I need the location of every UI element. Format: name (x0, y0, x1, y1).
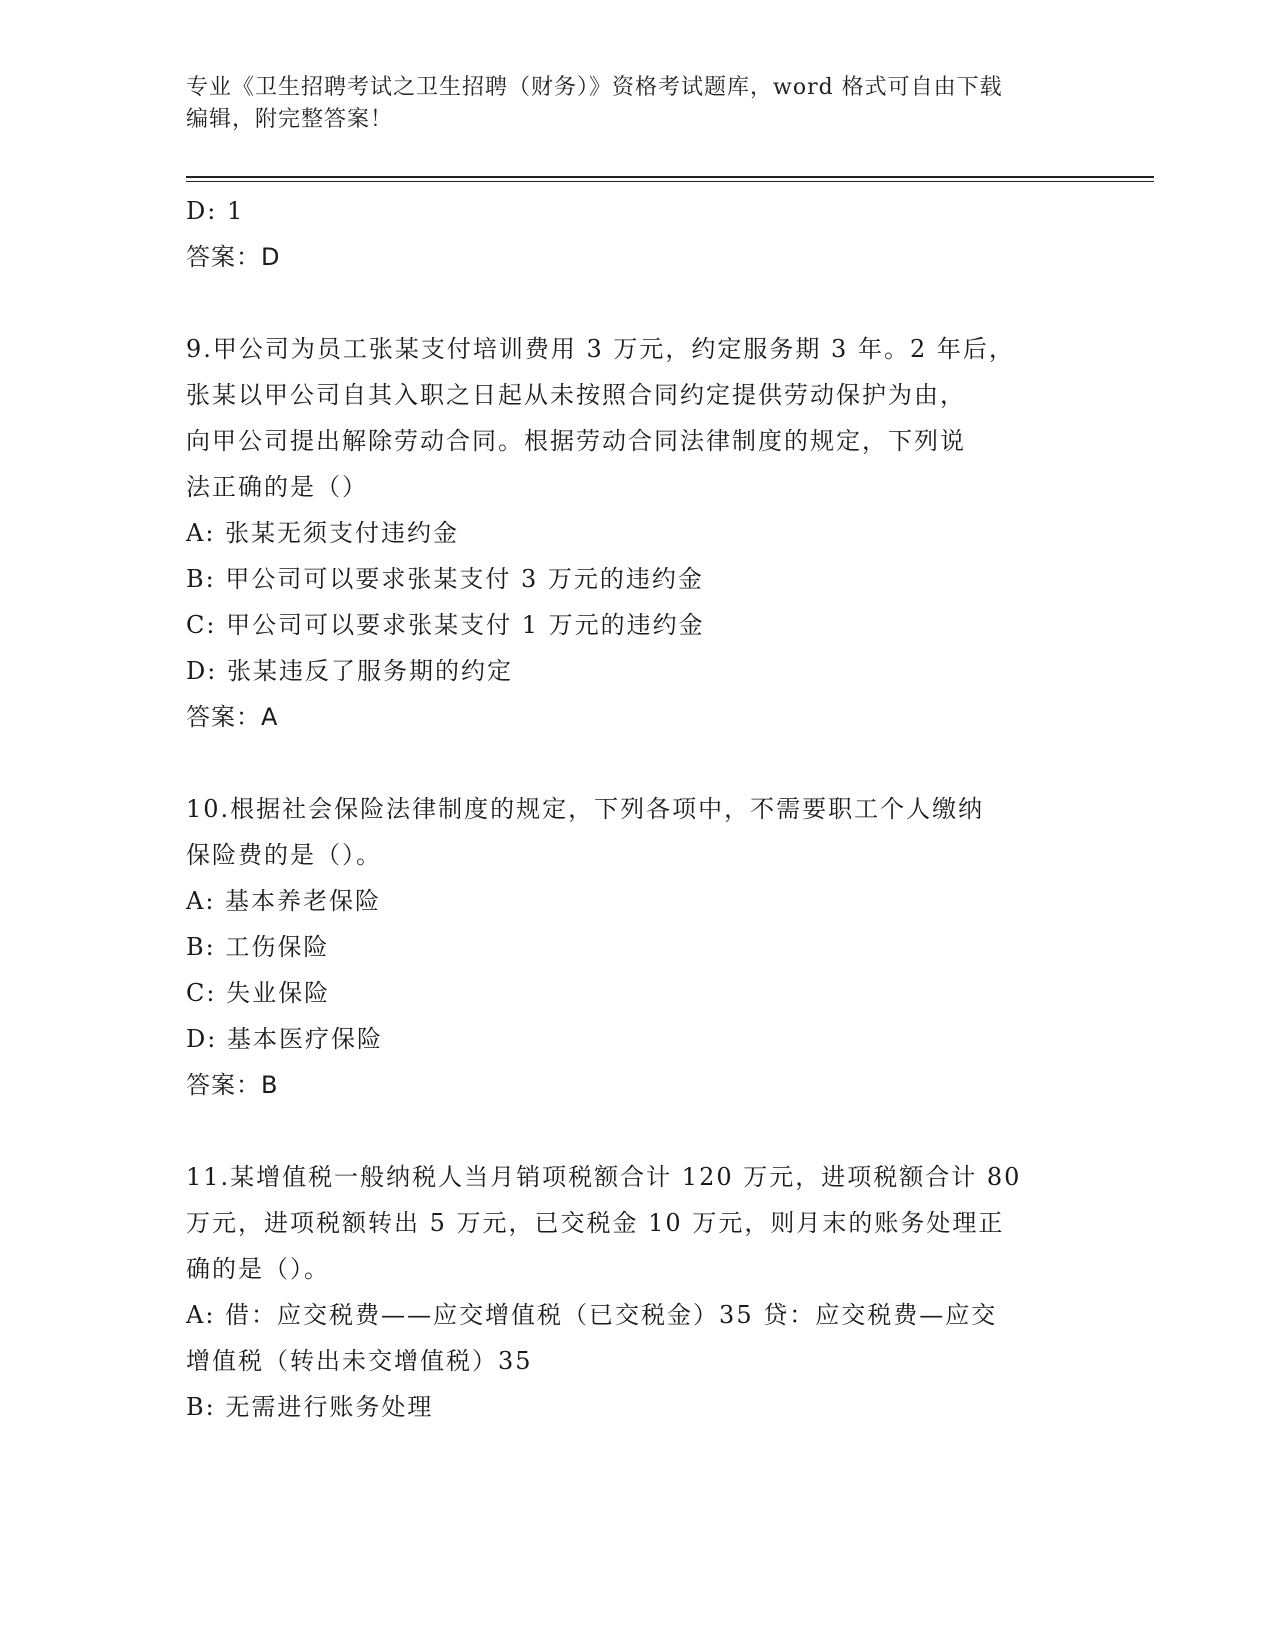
answer-label: 答案：B (186, 1071, 279, 1099)
header-divider-thick (186, 176, 1154, 178)
spacer (186, 280, 1086, 326)
question-stem-line: 确的是（）。 (186, 1255, 330, 1283)
option-a: A: 基本养老保险 (186, 887, 382, 915)
header-line-1: 专业《卫生招聘考试之卫生招聘（财务）》资格考试题库，word 格式可自由下载 (186, 75, 1003, 100)
prev-question-block (186, 188, 1086, 280)
header-divider-thin (186, 181, 1154, 182)
option-b: B: 工伤保险 (186, 933, 330, 961)
question-stem-line: 万元，进项税额转出 5 万元，已交税金 10 万元，则月末的账务处理正 (186, 1209, 1005, 1237)
document-body (186, 188, 1086, 1430)
question-stem-line: 法正确的是（） (186, 473, 368, 501)
question-stem-line: 10.根据社会保险法律制度的规定，下列各项中，不需要职工个人缴纳 (186, 795, 985, 823)
option-c: C: 失业保险 (186, 979, 331, 1007)
spacer (186, 740, 1086, 786)
option-b: B: 无需进行账务处理 (186, 1393, 434, 1421)
question-stem-line: 11.某增值税一般纳税人当月销项税额合计 120 万元，进项税额合计 80 (186, 1163, 1022, 1191)
option-a-continued: 增值税（转出未交增值税）35 (186, 1347, 533, 1375)
question-stem-line: 保险费的是（）。 (186, 841, 382, 869)
question-stem-line: 向甲公司提出解除劳动合同。根据劳动合同法律制度的规定，下列说 (186, 427, 966, 455)
header-line-2: 编辑，附完整答案！ (186, 107, 394, 132)
question-10 (186, 786, 1086, 1108)
option-a: A: 张某无须支付违约金 (186, 519, 460, 547)
question-stem-line: 9.甲公司为员工张某支付培训费用 3 万元，约定服务期 3 年。2 年后， (186, 335, 1015, 363)
option-d: D: 基本医疗保险 (186, 1025, 383, 1053)
option-d: D: 张某违反了服务期的约定 (186, 657, 513, 685)
document-header (186, 72, 1086, 136)
option-c: C: 甲公司可以要求张某支付 1 万元的违约金 (186, 611, 705, 639)
question-11 (186, 1154, 1086, 1430)
answer-label: 答案：D (186, 243, 281, 271)
question-9 (186, 326, 1086, 740)
option-a: A: 借：应交税费——应交增值税（已交税金）35 贷：应交税费—应交 (186, 1301, 998, 1329)
answer-label: 答案：A (186, 703, 279, 731)
option-d: D: 1 (186, 197, 245, 225)
question-stem-line: 张某以甲公司自其入职之日起从未按照合同约定提供劳动保护为由， (186, 381, 966, 409)
spacer (186, 1108, 1086, 1154)
option-b: B: 甲公司可以要求张某支付 3 万元的违约金 (186, 565, 704, 593)
